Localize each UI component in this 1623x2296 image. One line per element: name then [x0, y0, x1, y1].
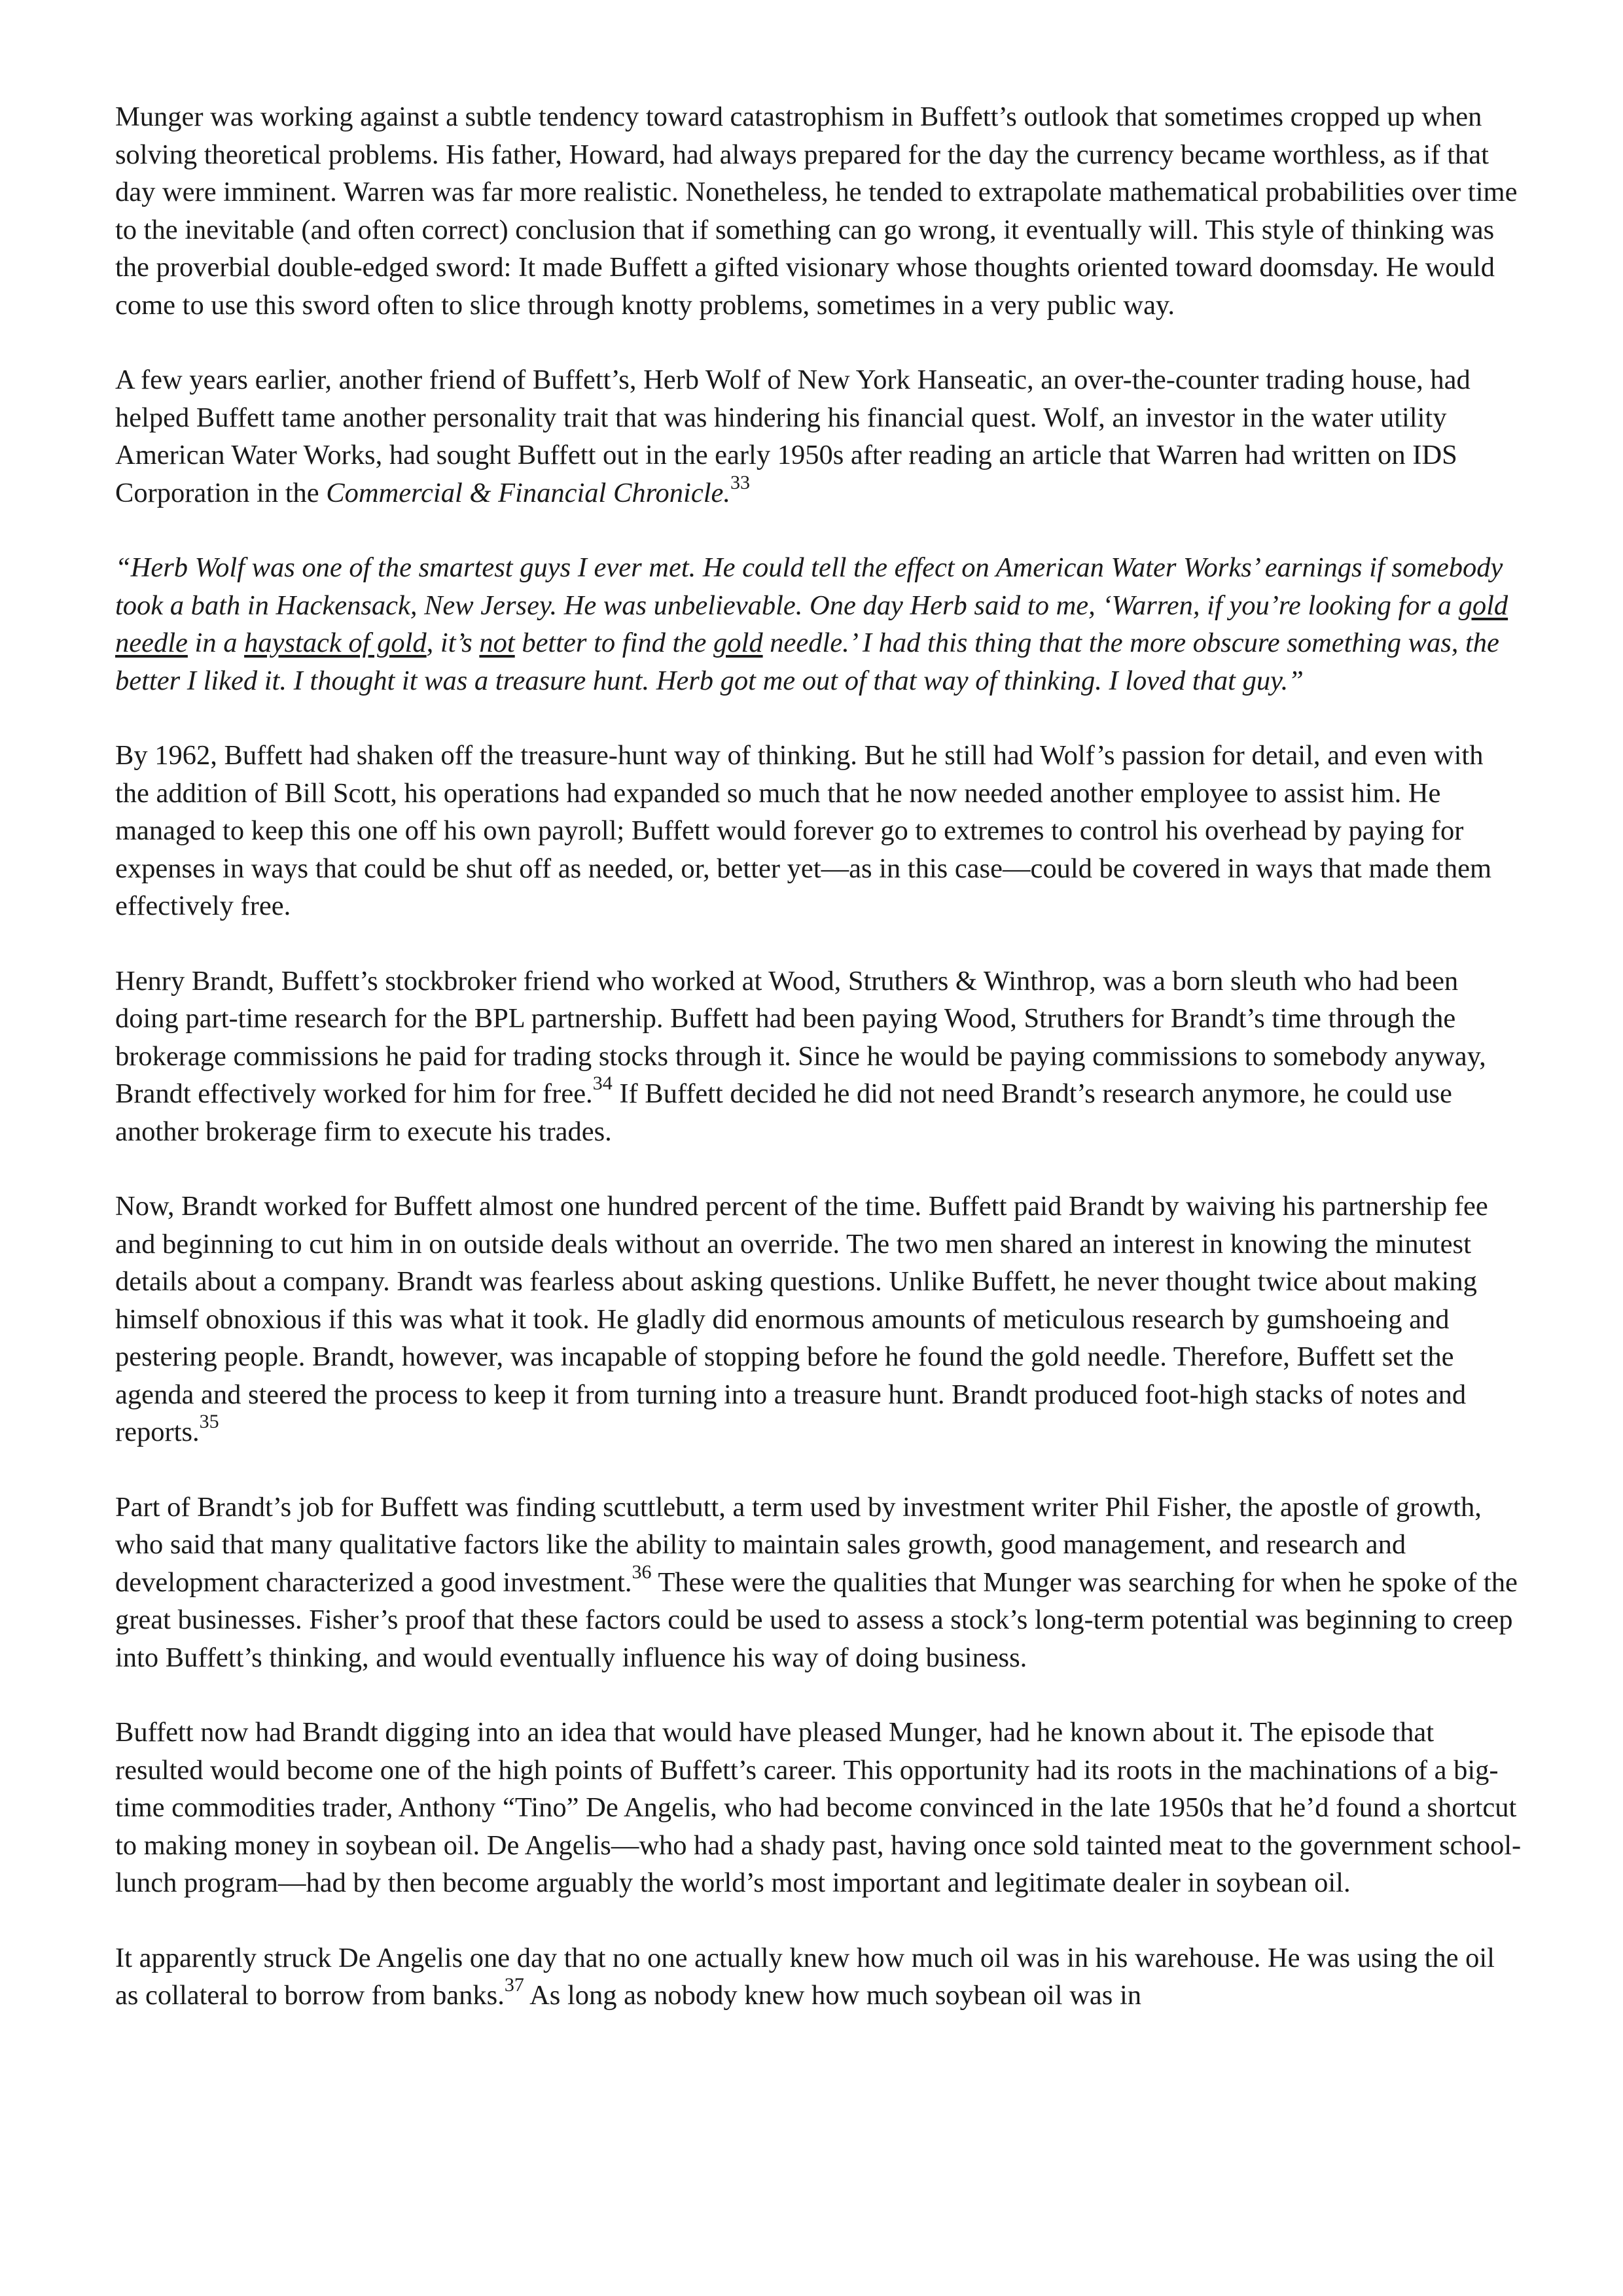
text-run: in a [187, 627, 245, 658]
paragraph-scuttlebutt [115, 1489, 1522, 1677]
paragraph-brandt-worked [115, 1188, 1522, 1451]
text-run: These were the qualities that Munger was searching for when he spoke of the great businesses. Fisher’s proof that these factors could be used to assess a stock’s long-term potential was beginning to creep into Buffett’s thinking, and would eventually influence his way of doing business. [115, 1566, 1518, 1673]
footnote-marker: 35 [199, 1411, 219, 1432]
underlined-phrase: not [479, 627, 515, 658]
paragraph-munger-catastrophism: Munger was working against a subtle tendency toward catastrophism in Buffett’s outlook that sometimes cropped up when solving theoretical problems. His father, Howard, had always prepared for the day the currency became worthless, as if that day were imminent. Warren was far more realistic. Nonetheless, he tended to extrapolate mathematical probabilities over time to the inevitable (and often correct) conclusion that if something can go wrong, it eventually will. This style of thinking was the proverbial double-edged sword: It made Buffett a gifted visionary whose thoughts oriented toward doomsday. He would come to use this sword often to slice through knotty problems, sometimes in a very public way. [115, 101, 1518, 321]
quote-herb-wolf [115, 549, 1522, 699]
footnote-marker: 34 [592, 1072, 613, 1094]
footnote-marker: 36 [632, 1561, 652, 1583]
document-page [115, 98, 1522, 2052]
text-run: , it’s [426, 627, 480, 658]
footnote-marker: 37 [504, 1974, 524, 1996]
text-run: It apparently struck De Angelis one day that no one actually knew how much oil was in his warehouse. He was using the oil as collateral to borrow from banks. [115, 1942, 1495, 2011]
paragraph-soybean-oil [115, 1939, 1522, 2015]
paragraph-herb-wolf [115, 361, 1522, 512]
text-run: Henry Brandt, Buffett’s stockbroker friend who worked at Wood, Struthers & Winthrop, was a born sleuth who had been doing part-time research for the BPL partnership. Buffett had been paying Wood, Struthers for Brandt’s time through the brokerage commissions he paid for trading stocks through it. Since he would be paying commissions to somebody anyway, Brandt effectively worked for him for free. [115, 965, 1486, 1109]
publication-title: Commercial & Financial Chronicle. [326, 477, 730, 508]
text-run: needle.’ I had this thing that the more obscure something was, the better I liked it. I thought it was a treasure hunt. Herb got me out of that way of thinking. I loved that guy.” [115, 627, 1499, 696]
text-run: If Buffett decided he did not need Brandt’s research anymore, he could use another brokerage firm to execute his trades. [115, 1078, 1452, 1147]
paragraph-de-angelis: Buffett now had Brandt digging into an idea that would have pleased Munger, had he known about it. The episode that resulted would become one of the high points of Buffett’s career. This opportunity had its roots in the machinations of a big-time commodities trader, Anthony “Tino” De Angelis, who had become convinced in the late 1950s that he’d found a shortcut to making money in soybean oil. De Angelis—who had a shady past, having once sold tainted meat to the government school-lunch program—had by then become arguably the world’s most important and legitimate dealer in soybean oil. [115, 1717, 1522, 1898]
footnote-marker: 33 [730, 471, 750, 493]
text-run: better to find the [514, 627, 714, 658]
underlined-phrase: gold needle [115, 590, 1508, 658]
underlined-phrase: haystack of gold [244, 627, 427, 658]
text-run: Part of Brandt’s job for Buffett was finding scuttlebutt, a term used by investment writer Phil Fisher, the apostle of growth, who said that many qualitative factors like the ability to maintain sales growth, good management, and research and development characterized a good investment. [115, 1491, 1482, 1598]
underlined-phrase: gold [713, 627, 763, 658]
paragraph-1962-treasure-hunt: By 1962, Buffett had shaken off the treasure-hunt way of thinking. But he still had Wolf’s passion for detail, and even with the addition of Bill Scott, his operations had expanded so much that he now needed another employee to assist him. He managed to keep this one off his own payroll; Buffett would forever go to extremes to control his overhead by paying for expenses in ways that could be shut off as needed, or, better yet—as in this case—could be covered in ways that made them effectively free. [115, 740, 1492, 921]
paragraph-henry-brandt [115, 963, 1522, 1151]
text-run: A few years earlier, another friend of Buffett’s, Herb Wolf of New York Hanseatic, an over-the-counter trading house, had helped Buffett tame another personality trait that was hindering his financial quest. Wolf, an investor in the water utility American Water Works, had sought Buffett out in the early 1950s after reading an article that Warren had written on IDS Corporation in the [115, 364, 1471, 508]
text-run: “Herb Wolf was one of the smartest guys I ever met. He could tell the effect on American Water Works’ earnings if somebody took a bath in Hackensack, New Jersey. He was unbelievable. One day Herb said to me, ‘Warren, if you’re looking for a [115, 552, 1503, 621]
text-run: As long as nobody knew how much soybean oil was in [524, 1980, 1142, 2011]
text-run: Now, Brandt worked for Buffett almost one hundred percent of the time. Buffett paid Brandt by waiving his partnership fee and beginning to cut him in on outside deals without an override. The two men shared an interest in knowing the minutest details about a company. Brandt was fearless about asking questions. Unlike Buffett, he never thought twice about making himself obnoxious if this was what it took. He gladly did enormous amounts of meticulous research by gumshoeing and pestering people. Brandt, however, was incapable of stopping before he found the gold needle. Therefore, Buffett set the agenda and steered the process to keep it from turning into a treasure hunt. Brandt produced foot-high stacks of notes and reports. [115, 1191, 1488, 1447]
